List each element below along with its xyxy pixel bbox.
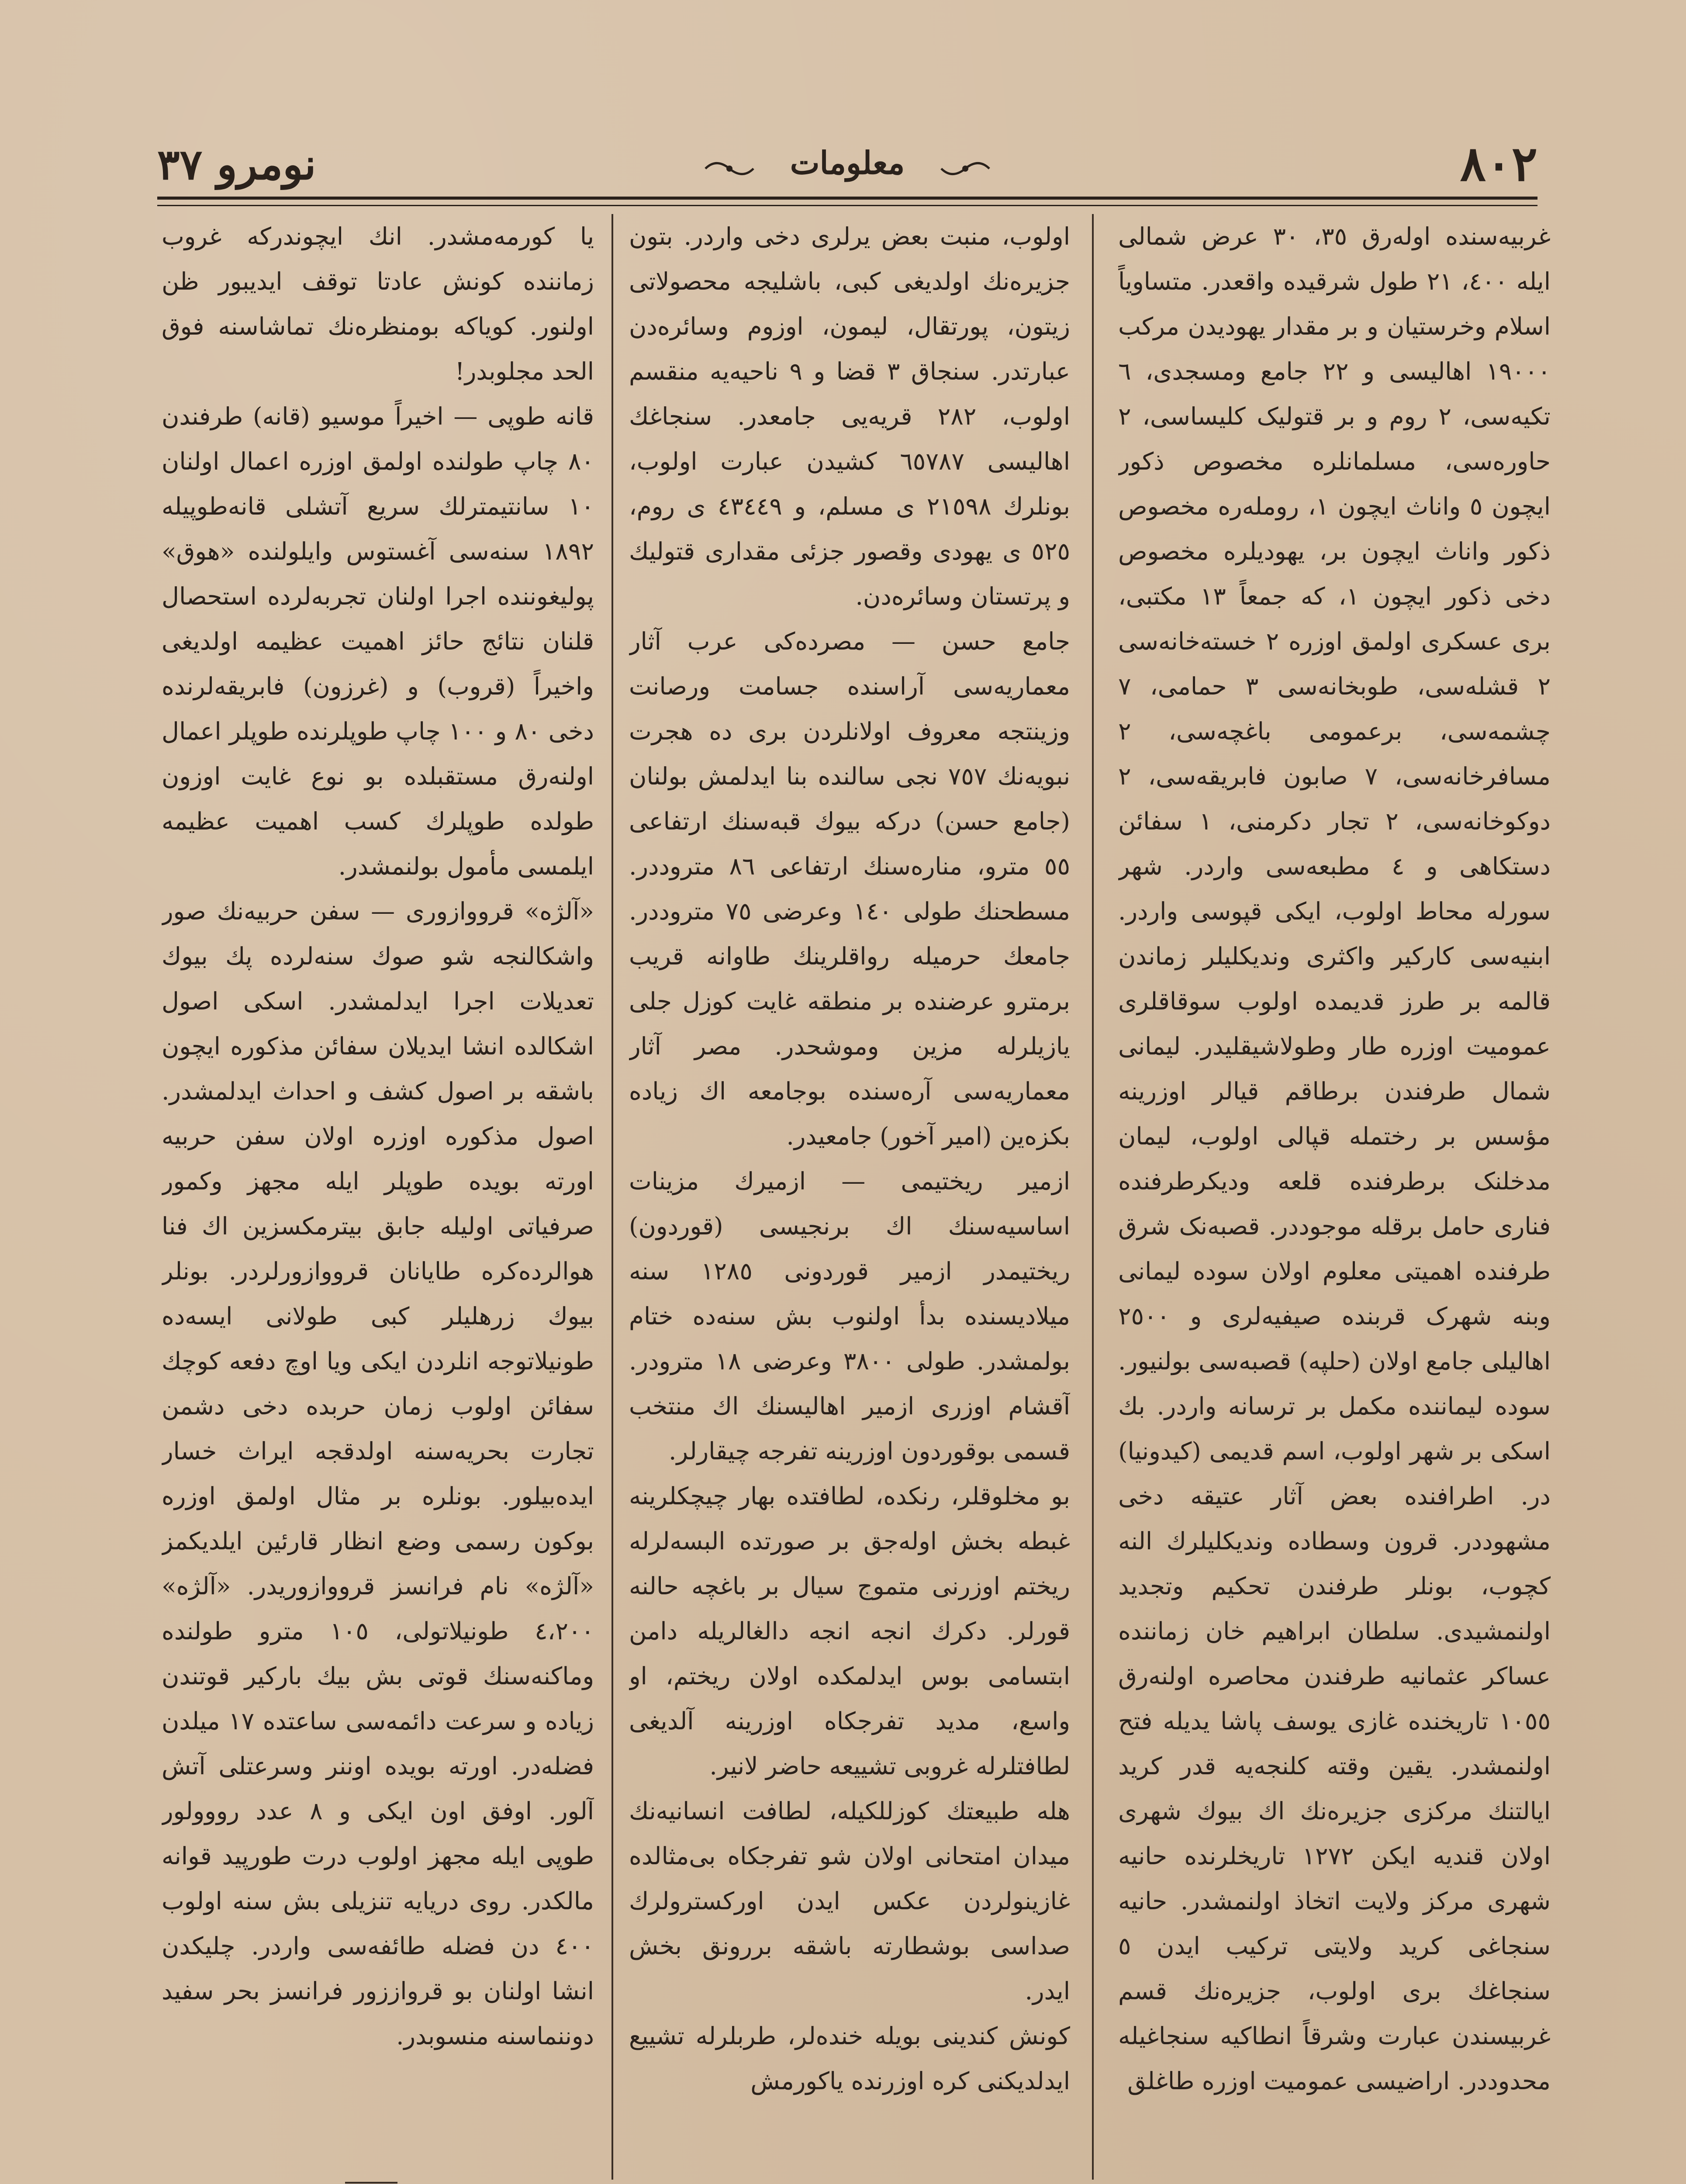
end-rule: [345, 2182, 397, 2184]
article-canet-gun: قانه طوپی — اخیراً موسیو (قانه) طرفندن ٨٠ چاپ طولنده اولمق اوزره اعمال اولنان ١٠ سانتیمترلك سریع آتشلی قانه‌طوپیله ١٨٩٢ سنه‌سی آغستوس وایلولنده «هوق» پولیغوننده اجرا اولنان تجربه‌لرده استحصال قلنان نتائج حائز اهمیت عظیمه اولدیغی واخیراً (قروب) و (غرزون) فابریقه‌لرنده دخی ٨٠ و ١٠٠ چاپ طوپلرنده طوپلر اعمال اولنه‌رق مستقبلده بو نوع غایت اوزون طولده طوپلرك کسب اهمیت عظیمه ایلمسی مأمول بولنمشدر.: [162, 402, 594, 880]
paragraph: کونش کندینی بویله خنده‌لر، طربلرله تشییع ایدلدیکنی کره اوزرنده یاکورمش: [629, 2022, 1070, 2095]
article-jami-hasan: جامع حسن — مصرده‌کی عرب آثار معماریه‌سی آراسنده جسامت ورصانت وزینتجه معروف اولانلردن بری ده هجرت نبویه‌نك ٧٥٧ نجی سالنده بنا ایدلمش بولنان (جامع حسن) درکه بیوك قبه‌سنك ارتفاعی ٥٥ مترو، مناره‌سنك ارتفاعی ٨٦ متروددر. مسطحنك طولی ١٤٠ وعرضی ٧٥ متروددر. جامعك حرمیله رواقلرینك طاوانه قریب برمترو عرضنده بر منطقه غایت کوزل جلی یازیلرله مزین وموشحدر. مصر آثار معماریه‌سی آره‌سنده بوجامعه اك زیاده بکزه‌ین (امیر آخور) جامعیدر.: [629, 627, 1070, 1150]
column-middle: [629, 214, 1070, 2180]
ornament-right-icon: [939, 156, 992, 182]
page-number: ٨٠٢: [1460, 135, 1537, 192]
article-izmir-quay: ازمیر ریختیمی — ازمیرك مزینات اساسیه‌سنك اك برنجیسی (قوردون) ریختیمدر ازمیر قوردونی ١٢٨٥ سنه میلادیسنده بدأ اولنوب بش سنه‌ده ختام بولمشدر. طولی ٣٨٠٠ وعرضی ١٨ مترودر. آقشام اوزری ازمیر اهالیسنك اك منتخب قسمی بوقوردون اوزرینه تفرجه چیقارلر.: [629, 1167, 1070, 1465]
column-right: [1118, 214, 1551, 2180]
paragraph: غربیه‌سنده اوله‌رق ٣٥، ٣٠ عرض شمالی ایله ٤٠٠، ٢١ طول شرقیده واقعدر. متساویاً اسلام وخرستیان و بر مقدار یهودیدن مرکب ١٩٠٠٠ اهالیسی و ٢٢ جامع ومسجدی، ٦ تکیه‌سی، ٢ روم و بر قتولیک کلیساسی، ٢ حاوره‌سی، مسلمانلره مخصوص ذکور ایچون ٥ واناث ایچون ١، رومله‌ره مخصوص ذکور واناث ایچون بر، یهودیلره مخصوص دخی ذکور ایچون ١، که جمعاً ١٣ مکتبی، بری عسکری اولمق اوزره ٢ خسته‌خانه‌سی ٢ قشله‌سی، طوبخانه‌سی ٣ حمامی، ٧ چشمه‌سی، برعمومی باغچه‌سی، ٢ مسافرخانه‌سی، ٧ صابون فابریقه‌سی، ٢ دوکوخانه‌سی، ٢ تجار دکرمنی، ١ سفائن دستکاهی و ٤ مطبعه‌سی واردر. شهر سورله محاط اولوب، ایکی قپوسی واردر. ابنیه‌سی کارکیر واکثری وندیکلیلر زماندن قالمه بر طرز قدیمده اولوب سوقاقلری عمومیت اوزره طار وطولاشیقلیدر. لیمانی شمال طرفندن برطاقم قیالر اوزرینه مؤسس بر رختمله قپالی اولوب، لیمان مدخلنک برطرفنده قلعه ودیکرطرفنده فناری حامل برقله موجوددر. قصبه‌نک شرق طرفنده اهمیتی معلوم اولان سوده لیمانی وبنه شهرک قربنده صیفیه‌لری و ٢٥٠٠ اهالیلی جامع اولان (حلپه) قصبه‌سی بولنیور. سوده لیماننده مکمل بر ترسانه واردر. بك اسکی بر شهر اولوب، اسم قدیمی (کیدونیا) در. اطرافنده بعض آثار عتیقه دخی مشهوددر. قرون وسطاده وندیکلیلرك النه کچوب، بونلر طرفندن تحکیم وتجدید اولنمشیدی. سلطان ابراهیم خان زماننده عساکر عثمانیه طرفندن محاصره اولنه‌رق ١٠٥٥ تاریخنده غازی یوسف پاشا یدیله فتح اولنمشدر. یقین وقته کلنجه‌یه قدر کرید ایالتنك مرکزی جزیره‌نك اك بیوك شهری اولان قندیه ایکن ١٢٧٢ تاریخلرنده حانیه شهری مرکز ولایت اتخاذ اولنمشدر. حانیه سنجاغی کرید ولایتی ترکیب ایدن ٥ سنجاغك بری اولوب، جزیره‌نك قسم غربیسندن عبارت وشرقاً انطاکیه سنجاغیله محدوددر. اراضیسی عمومیت اوزره طاغلق: [1118, 222, 1551, 2095]
page-title: معلومات: [790, 144, 905, 181]
header-rule: [157, 197, 1537, 206]
column-divider: [1092, 214, 1094, 2180]
paragraph: اولوب، منبت بعض یرلری دخی واردر. بتون جزیره‌نك اولدیغی کبی، باشلیجه محصولاتی زیتون، پورتقال، لیمون، اوزوم وسائره‌دن عبارتدر. سنجاق ٣ قضا و ٩ ناحیه‌یه منقسم اولوب، ٢٨٢ قریه‌یی جامعدر. سنجاغك اهالیسی ٦٥٧٨٧ کشیدن عبارت اولوب، بونلرك ٢١٥٩٨ ی مسلم، و ٤٣٤٤٩ ی روم، ٥٢٥ ی یهودی وقصور جزئی مقداری قتولیك و پرتستان وسائره‌دن.: [629, 222, 1070, 610]
column-divider: [612, 214, 613, 2180]
paragraph: یا کورمه‌مشدر. انك ایچوندرکه غروب زماننده کونش عادتا توقف ایدیبور ظن اولنور. کویاکه بومنظره‌نك تماشاسنه فوق الحد مجلوبدر!: [162, 222, 594, 385]
issue-number: نومرو ٣٧: [157, 140, 316, 189]
paragraph: هله طبیعتك کوزللکیله، لطافت انسانیه‌نك میدان امتحانی اولان شو تفرجکاه بی‌مثالده غازینولردن عکس ایدن اورکسترولرك صداسی بوشطارته باشقه بررونق بخش ایدر.: [629, 1797, 1070, 2005]
page-header: [157, 135, 1537, 197]
ornament-left-icon: [703, 156, 756, 182]
column-left: [162, 214, 594, 2180]
paragraph: بو مخلوقلر، رنکده، لطافتده بهار چیچکلرینه غبطه بخش اوله‌جق بر صورتده البسه‌لرله ریختم اوزرنی متموج سیال بر باغچه حالنه قورلر. دکرك انجه انجه دالغالریله دامن ابتسامی بوس ایدلمکده اولان ریختم، او واسع، مدید تفرجکاه اوزرینه آلدیغی لطافتلرله غروبی تشییعه حاضر لانیر.: [629, 1482, 1070, 1780]
article-alger-cruiser: «آلژه» قرووازوری — سفن حربیه‌نك صور واشکالنجه شو صوك سنه‌لرده پك بیوك تعدیلات اجرا ایدلمشدر. اسکی اصول اشکالده انشا ایدیلان سفائن مذکوره ایچون باشقه بر اصول کشف و احداث ایدلمشدر. اصول مذکوره اوزره اولان سفن حربیه اورته بویده طوپلر ایله مجهز وکمور صرفیاتی اولیله جابق بیترمکسزین اك فنا هوالرده‌کره طایانان قرووازورلردر. بونلر بیوك زرهلیلر کبی طولانی ایسه‌ده طونیلاتوجه انلردن ایکی ویا اوچ دفعه کوچك سفائن اولوب زمان حربده دخی دشمن تجارت بحریه‌سنه اولدقجه ایراث خسار ایده‌بیلور. بونلره بر مثال اولمق اوزره بوکون رسمی وضع انظار قارئین ایلدیکمز «آلژه» نام فرانسز قرووازوریدر. «آلژه» ٤،٢٠٠ طونیلاتولی، ١٠٥ مترو طولنده وماکنه‌سنك قوتی بش بیك بارکیر قوتندن زیاده و سرعت دائمه‌سی ساعتده ١٧ میلدن فضله‌در. اورته بویده اوننر وسرعتلی آتش آلور. اوفق اون ایکی و ٨ عدد رووولور طوپی ایله مجهز اولوب درت طورپید قوانه مالکدر. روی دریایه تنزیلی بش سنه اولوب ٤٠٠ دن فضله طائفه‌سی واردر. چلیکدن انشا اولنان بو قرواززور فرانسز بحر سفید دوننماسنه منسوبدر.: [162, 897, 594, 2050]
